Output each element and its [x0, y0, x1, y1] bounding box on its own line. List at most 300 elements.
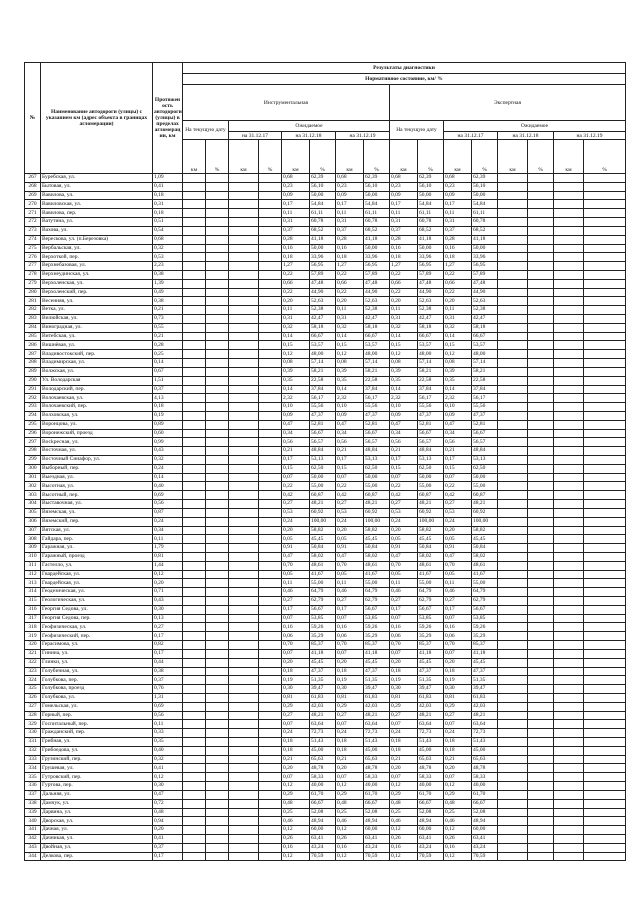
value-cell: 0,09 — [336, 411, 364, 420]
value-cell: 42,47 — [310, 315, 336, 324]
value-cell — [584, 491, 626, 500]
value-cell: 0,07 — [390, 649, 418, 658]
value-cell — [206, 500, 229, 509]
value-cell — [498, 526, 528, 535]
value-cell — [183, 667, 206, 676]
value-cell: 66,67 — [310, 799, 336, 808]
value-cell: 62,39 — [364, 174, 390, 183]
value-cell — [229, 852, 259, 861]
value-cell — [229, 632, 259, 641]
value-cell — [259, 473, 282, 482]
value-cell — [206, 200, 229, 209]
value-cell: 45,00 — [364, 746, 390, 755]
table-row — [25, 191, 626, 200]
value-cell: 58,21 — [364, 367, 390, 376]
value-cell — [206, 526, 229, 535]
value-cell: 41,67 — [310, 570, 336, 579]
road-name-cell: Вилюйская, ул. — [41, 315, 153, 324]
value-cell: 60,92 — [472, 508, 498, 517]
value-cell: 0,26 — [282, 834, 310, 843]
value-cell: 50,84 — [472, 544, 498, 553]
row-number-cell: 304 — [25, 500, 41, 509]
road-name-cell: Воронцова, ул. — [41, 420, 153, 429]
value-cell — [229, 429, 259, 438]
value-cell — [259, 420, 282, 429]
value-cell — [206, 826, 229, 835]
value-cell: 66,67 — [472, 332, 498, 341]
value-cell: 55,00 — [310, 579, 336, 588]
value-cell: 56,67 — [472, 429, 498, 438]
value-cell — [259, 508, 282, 517]
value-cell: 53,57 — [310, 341, 336, 350]
value-cell: 0,70 — [336, 561, 364, 570]
value-cell — [183, 588, 206, 597]
row-number-cell: 332 — [25, 746, 41, 755]
value-cell — [528, 174, 554, 183]
value-cell — [584, 773, 626, 782]
value-cell — [554, 702, 584, 711]
value-cell — [528, 693, 554, 702]
col-length-header: Протяжен ость автодороги (улицы) в пределах агломерац ии, км — [153, 63, 183, 174]
value-cell: 50,00 — [364, 244, 390, 253]
row-number-cell: 271 — [25, 209, 41, 218]
road-name-cell: Дамчук, ул. — [41, 799, 153, 808]
value-cell: 0,18 — [390, 738, 418, 747]
value-cell — [584, 755, 626, 764]
length-cell: 0,71 — [153, 588, 183, 597]
length-cell: 0,81 — [153, 552, 183, 561]
road-name-cell: Геофизическая, ул. — [41, 623, 153, 632]
value-cell: 57,89 — [418, 270, 444, 279]
table-row — [25, 579, 626, 588]
value-cell — [528, 702, 554, 711]
length-cell: 0,37 — [153, 676, 183, 685]
value-cell — [259, 438, 282, 447]
table-row — [25, 394, 626, 403]
length-cell: 0,51 — [153, 218, 183, 227]
value-cell: 0,09 — [444, 411, 472, 420]
value-cell — [498, 332, 528, 341]
value-cell — [229, 464, 259, 473]
value-cell: 1,27 — [282, 262, 310, 271]
value-cell — [528, 209, 554, 218]
value-cell — [554, 693, 584, 702]
road-name-cell: Гаражная, ул. — [41, 544, 153, 553]
value-cell — [498, 323, 528, 332]
value-cell: 0,12 — [390, 826, 418, 835]
value-cell: 68,52 — [472, 226, 498, 235]
row-number-cell: 299 — [25, 456, 41, 465]
value-cell: 41,67 — [472, 570, 498, 579]
value-cell: 50,00 — [418, 244, 444, 253]
value-cell — [206, 667, 229, 676]
road-name-cell: Грибоедова, ул. — [41, 746, 153, 755]
length-cell: 0,32 — [153, 244, 183, 253]
value-cell — [206, 517, 229, 526]
value-cell — [528, 235, 554, 244]
value-cell — [584, 244, 626, 253]
value-cell — [584, 385, 626, 394]
value-cell: 0,20 — [390, 658, 418, 667]
value-cell — [584, 306, 626, 315]
table-row — [25, 544, 626, 553]
value-cell — [259, 482, 282, 491]
value-cell — [206, 843, 229, 852]
value-cell — [229, 667, 259, 676]
value-cell — [528, 782, 554, 791]
value-cell — [584, 535, 626, 544]
road-name-cell: Вербальская, ул. — [41, 244, 153, 253]
value-cell: 0,22 — [282, 288, 310, 297]
value-cell: 55,00 — [472, 579, 498, 588]
value-cell: 62,50 — [310, 464, 336, 473]
value-cell — [229, 235, 259, 244]
value-cell: 0,28 — [390, 235, 418, 244]
length-cell: 0,20 — [153, 579, 183, 588]
value-cell: 0,18 — [336, 746, 364, 755]
value-cell — [528, 244, 554, 253]
value-cell — [183, 685, 206, 694]
value-cell — [554, 623, 584, 632]
value-cell — [584, 411, 626, 420]
value-cell: 48,21 — [418, 500, 444, 509]
value-cell — [498, 773, 528, 782]
length-cell: 0,11 — [153, 720, 183, 729]
value-cell — [183, 843, 206, 852]
value-cell: 0,47 — [444, 420, 472, 429]
value-cell: 66,67 — [310, 332, 336, 341]
value-cell — [528, 570, 554, 579]
instr-current-date-header: На текущую дату — [183, 121, 229, 140]
value-cell: 53,13 — [364, 456, 390, 465]
value-cell: 0,35 — [390, 376, 418, 385]
value-cell — [528, 456, 554, 465]
value-cell: 0,05 — [336, 535, 364, 544]
value-cell: 0,91 — [282, 544, 310, 553]
row-number-cell: 280 — [25, 288, 41, 297]
value-cell — [498, 500, 528, 509]
value-cell — [554, 817, 584, 826]
value-cell: 47,37 — [418, 667, 444, 676]
value-cell: 56,57 — [310, 438, 336, 447]
value-cell — [259, 359, 282, 368]
value-cell — [498, 605, 528, 614]
length-cell: 1,39 — [153, 279, 183, 288]
value-cell: 0,12 — [444, 782, 472, 791]
length-cell: 0,56 — [153, 711, 183, 720]
value-cell — [498, 808, 528, 817]
road-name-cell: Ветка, ул. — [41, 306, 153, 315]
road-name-cell: Дачникая, ул. — [41, 834, 153, 843]
value-cell: 43,24 — [418, 843, 444, 852]
value-cell — [554, 253, 584, 262]
value-cell — [584, 226, 626, 235]
value-cell: 0,24 — [444, 729, 472, 738]
length-cell: 0,37 — [153, 843, 183, 852]
value-cell: 0,07 — [336, 773, 364, 782]
value-cell: 53,57 — [472, 341, 498, 350]
value-cell: 48,94 — [310, 817, 336, 826]
row-number-cell: 313 — [25, 579, 41, 588]
value-cell — [528, 403, 554, 412]
value-cell: 0,22 — [282, 482, 310, 491]
value-cell: 0,70 — [282, 561, 310, 570]
value-cell — [206, 702, 229, 711]
value-cell — [584, 332, 626, 341]
value-cell — [259, 834, 282, 843]
value-cell — [229, 500, 259, 509]
table-row — [25, 764, 626, 773]
value-cell — [259, 456, 282, 465]
value-cell: 0,24 — [282, 729, 310, 738]
value-cell: 41,18 — [472, 649, 498, 658]
value-cell: 0,09 — [390, 411, 418, 420]
value-cell: 60,87 — [364, 491, 390, 500]
row-number-cell: 324 — [25, 676, 41, 685]
value-cell — [554, 649, 584, 658]
value-cell: 62,39 — [418, 174, 444, 183]
value-cell: 52,63 — [364, 297, 390, 306]
value-cell: 0,32 — [390, 323, 418, 332]
value-cell: 0,12 — [444, 350, 472, 359]
value-cell — [528, 658, 554, 667]
value-cell: 0,29 — [390, 790, 418, 799]
value-cell: 44,90 — [472, 288, 498, 297]
value-cell: 0,18 — [336, 738, 364, 747]
value-cell: 61,70 — [310, 790, 336, 799]
value-cell: 52,81 — [364, 420, 390, 429]
value-cell — [528, 597, 554, 606]
value-cell: 0,14 — [444, 385, 472, 394]
length-cell: 0,43 — [153, 597, 183, 606]
value-cell — [206, 332, 229, 341]
value-cell: 61,11 — [364, 209, 390, 218]
value-cell: 66,67 — [418, 799, 444, 808]
value-cell: 48,21 — [364, 711, 390, 720]
value-cell: 0,18 — [444, 253, 472, 262]
value-cell — [183, 182, 206, 191]
value-cell: 0,47 — [390, 420, 418, 429]
value-cell: 52,38 — [364, 306, 390, 315]
value-cell — [259, 253, 282, 262]
value-cell — [528, 632, 554, 641]
value-cell: 72,73 — [310, 729, 336, 738]
value-cell — [584, 561, 626, 570]
value-cell: 51,35 — [364, 676, 390, 685]
value-cell: 0,30 — [444, 685, 472, 694]
value-cell — [183, 350, 206, 359]
table-row — [25, 235, 626, 244]
value-cell: 0,91 — [336, 544, 364, 553]
value-cell: 60,00 — [418, 826, 444, 835]
value-cell: 0,26 — [444, 834, 472, 843]
table-row — [25, 174, 626, 183]
value-cell: 0,27 — [336, 597, 364, 606]
road-name-cell: Вавилова, ул. — [41, 191, 153, 200]
value-cell — [498, 174, 528, 183]
value-cell — [259, 764, 282, 773]
value-cell: 59,26 — [310, 623, 336, 632]
value-cell — [528, 473, 554, 482]
value-cell — [554, 552, 584, 561]
road-name-cell: Вяземский, пер. — [41, 517, 153, 526]
value-cell — [498, 508, 528, 517]
value-cell: 45,00 — [310, 746, 336, 755]
value-cell: 0,35 — [282, 376, 310, 385]
unit-percent-header: % — [364, 140, 390, 174]
value-cell — [229, 332, 259, 341]
value-cell — [206, 279, 229, 288]
value-cell — [498, 429, 528, 438]
value-cell: 63,64 — [364, 720, 390, 729]
value-cell: 0,12 — [444, 852, 472, 861]
value-cell: 0,11 — [336, 209, 364, 218]
value-cell — [554, 376, 584, 385]
row-number-cell: 343 — [25, 843, 41, 852]
value-cell: 0,21 — [390, 755, 418, 764]
value-cell — [183, 288, 206, 297]
value-cell — [229, 297, 259, 306]
value-cell — [259, 323, 282, 332]
value-cell — [183, 456, 206, 465]
value-cell — [229, 755, 259, 764]
value-cell: 48,94 — [472, 817, 498, 826]
value-cell: 0,10 — [444, 403, 472, 412]
value-cell: 0,21 — [336, 447, 364, 456]
value-cell: 0,17 — [444, 605, 472, 614]
value-cell — [259, 464, 282, 473]
value-cell: 0,34 — [282, 429, 310, 438]
value-cell — [206, 270, 229, 279]
value-cell — [528, 332, 554, 341]
value-cell — [206, 253, 229, 262]
value-cell: 0,18 — [390, 253, 418, 262]
value-cell: 0,23 — [336, 182, 364, 191]
value-cell — [259, 191, 282, 200]
value-cell: 0,06 — [336, 632, 364, 641]
unit-km-header: км — [390, 140, 418, 174]
value-cell — [206, 579, 229, 588]
value-cell: 0,29 — [444, 790, 472, 799]
value-cell: 0,22 — [336, 288, 364, 297]
value-cell: 0,68 — [390, 174, 418, 183]
road-name-cell: Выездная, ул. — [41, 473, 153, 482]
value-cell: 45,45 — [472, 535, 498, 544]
row-number-cell: 309 — [25, 544, 41, 553]
road-name-cell: Восkресная, ул. — [41, 438, 153, 447]
value-cell — [259, 773, 282, 782]
value-cell — [554, 588, 584, 597]
value-cell: 0,16 — [336, 244, 364, 253]
row-number-cell: 342 — [25, 834, 41, 843]
value-cell — [528, 623, 554, 632]
value-cell: 0,11 — [444, 306, 472, 315]
value-cell — [183, 279, 206, 288]
value-cell — [584, 667, 626, 676]
road-diagnostics-table — [24, 62, 626, 861]
value-cell: 0,56 — [336, 438, 364, 447]
value-cell: 0,07 — [336, 649, 364, 658]
value-cell — [584, 517, 626, 526]
value-cell — [206, 632, 229, 641]
row-number-cell: 308 — [25, 535, 41, 544]
value-cell — [259, 720, 282, 729]
value-cell — [229, 367, 259, 376]
value-cell — [498, 420, 528, 429]
value-cell — [498, 517, 528, 526]
value-cell: 47,48 — [364, 279, 390, 288]
value-cell: 51,43 — [310, 738, 336, 747]
value-cell: 42,03 — [364, 702, 390, 711]
table-row — [25, 315, 626, 324]
unit-km-header: км — [229, 140, 259, 174]
value-cell: 0,20 — [336, 526, 364, 535]
value-cell: 57,89 — [472, 270, 498, 279]
row-number-cell: 334 — [25, 764, 41, 773]
value-cell — [554, 367, 584, 376]
value-cell — [229, 491, 259, 500]
row-number-cell: 317 — [25, 614, 41, 623]
length-cell: 0,94 — [153, 817, 183, 826]
table-row — [25, 738, 626, 747]
value-cell: 55,00 — [310, 482, 336, 491]
table-row — [25, 482, 626, 491]
value-cell: 0,12 — [390, 350, 418, 359]
row-number-cell: 328 — [25, 711, 41, 720]
value-cell: 0,21 — [444, 755, 472, 764]
value-cell: 0,70 — [336, 641, 364, 650]
row-number-cell: 331 — [25, 738, 41, 747]
value-cell: 0,18 — [444, 738, 472, 747]
value-cell — [498, 394, 528, 403]
value-cell: 58,02 — [364, 552, 390, 561]
row-number-cell: 311 — [25, 561, 41, 570]
value-cell — [584, 623, 626, 632]
length-cell: 0,99 — [153, 438, 183, 447]
value-cell: 0,27 — [390, 500, 418, 509]
value-cell — [183, 209, 206, 218]
value-cell — [229, 526, 259, 535]
value-cell — [183, 544, 206, 553]
value-cell — [528, 588, 554, 597]
value-cell: 57,14 — [310, 359, 336, 368]
table-row — [25, 535, 626, 544]
row-number-cell: 291 — [25, 385, 41, 394]
value-cell: 0,22 — [444, 270, 472, 279]
value-cell: 0,53 — [282, 508, 310, 517]
value-cell: 58,33 — [472, 773, 498, 782]
value-cell — [229, 394, 259, 403]
value-cell — [498, 799, 528, 808]
value-cell: 0,53 — [390, 508, 418, 517]
value-cell: 33,96 — [472, 253, 498, 262]
value-cell — [183, 508, 206, 517]
value-cell: 60,00 — [472, 826, 498, 835]
value-cell: 57,14 — [364, 359, 390, 368]
row-number-cell: 302 — [25, 482, 41, 491]
value-cell: 45,45 — [310, 658, 336, 667]
value-cell — [206, 535, 229, 544]
value-cell: 64,79 — [418, 588, 444, 597]
table-row — [25, 817, 626, 826]
value-cell: 0,42 — [444, 491, 472, 500]
value-cell: 0,30 — [336, 685, 364, 694]
value-cell: 47,37 — [472, 411, 498, 420]
value-cell: 0,20 — [282, 526, 310, 535]
value-cell: 0,56 — [282, 438, 310, 447]
value-cell: 45,45 — [418, 535, 444, 544]
value-cell — [259, 746, 282, 755]
